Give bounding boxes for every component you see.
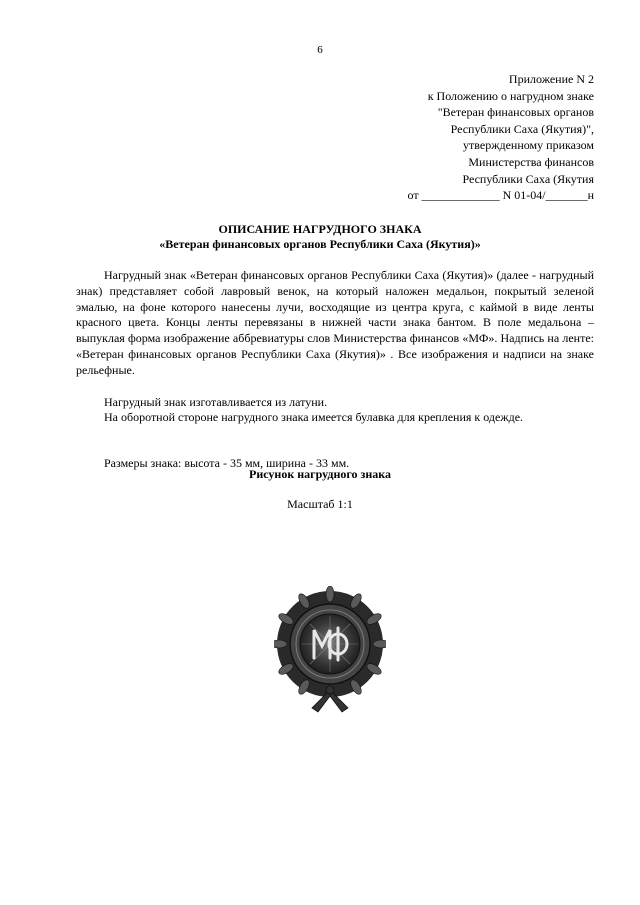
dimensions-paragraph: Размеры знака: высота - 35 мм, ширина - 33 мм. [104, 456, 350, 471]
appendix-line: утвержденному приказом [463, 138, 594, 153]
description-body [76, 268, 594, 472]
figure-title: Рисунок нагрудного знака [249, 467, 391, 481]
appendix-line: от _____________ N 01-04/_______н [407, 188, 594, 203]
appendix-line: к Положению о нагрудном знаке [427, 88, 594, 103]
material-paragraph: Нагрудный знак изготавливается из латуни. [104, 394, 328, 409]
laurel-wreath-medal-icon [274, 586, 386, 714]
description-paragraph: Нагрудный знак «Ветеран финансовых органов Республики Саха (Якутия)» (далее - нагрудный знак) представляет собой лавровый венок, на который наложен медальон, покрытый зеленой эмалью, на фоне которого нанесены лучи, восходящие из центра круга, с каймой в виде ленты красного цвета. Концы ленты перевязаны в нижней части знака бантом. В поле медальона – выпуклая форма изображение аббревиатуры слов Министерства финансов «МФ». Надпись на ленте: «Ветеран финансовых органов Республики Саха (Якутия)» . Все изображения и надписи на знаке рельефные. [76, 268, 594, 377]
appendix-line: Республики Саха (Якутия [462, 171, 594, 186]
appendix-line: Министерства финансов [468, 154, 594, 169]
appendix-line: Республики Саха (Якутия)", [450, 121, 594, 136]
appendix-block [294, 71, 594, 204]
fastening-paragraph: На оборотной стороне нагрудного знака имеется булавка для крепления к одежде. [104, 410, 524, 425]
appendix-line: Приложение N 2 [508, 72, 594, 86]
document-title [0, 222, 640, 252]
document-title-line2: «Ветеран финансовых органов Республики Саха (Якутия)» [159, 237, 481, 251]
page-number: 6 [317, 44, 323, 56]
document-title-line1: ОПИСАНИЕ НАГРУДНОГО ЗНАКА [218, 222, 422, 236]
appendix-line: "Ветеран финансовых органов [437, 105, 594, 120]
figure-scale: Масштаб 1:1 [287, 497, 353, 511]
